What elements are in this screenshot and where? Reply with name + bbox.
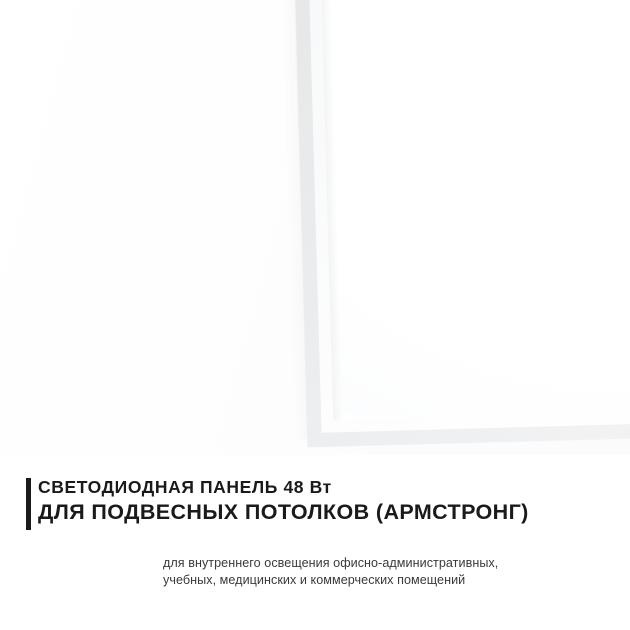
product-subtitle — [163, 555, 583, 589]
product-title-line-2: ДЛЯ ПОДВЕСНЫХ ПОТОЛКОВ (АРМСТРОНГ) — [38, 500, 529, 524]
product-subtitle-line-1: для внутреннего освещения офисно-административных, — [163, 556, 499, 570]
product-title-line-1: СВЕТОДИОДНАЯ ПАНЕЛЬ 48 Вт — [38, 477, 332, 497]
led-panel — [292, 0, 630, 447]
title-group — [26, 476, 529, 526]
accent-bar — [26, 478, 31, 530]
caption-block — [0, 455, 630, 630]
product-subtitle-line-2: учебных, медицинских и коммерческих помещений — [163, 573, 466, 587]
panel-diffuser-face — [319, 0, 630, 420]
panel-frame — [292, 0, 630, 447]
